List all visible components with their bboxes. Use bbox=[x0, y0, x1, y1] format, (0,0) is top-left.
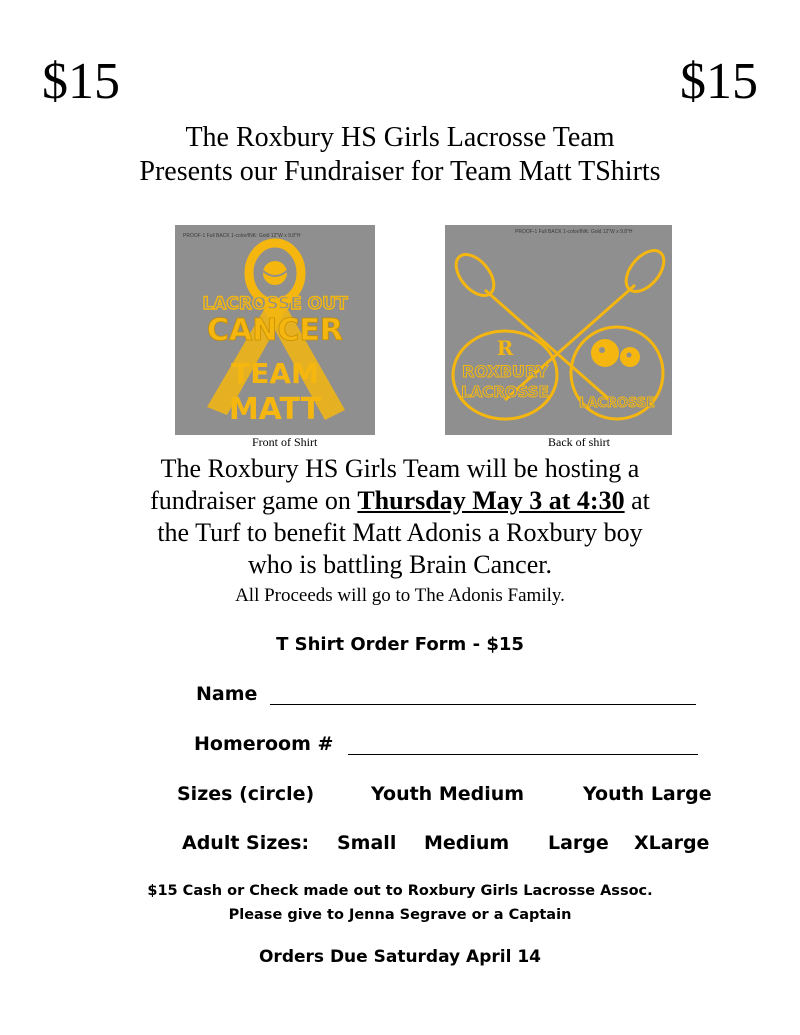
size-option-youth-medium[interactable]: Youth Medium bbox=[371, 783, 525, 805]
front-text-line-2: CANCER bbox=[207, 313, 343, 348]
front-text-line-4: MATT bbox=[228, 392, 322, 427]
mascot-icon bbox=[591, 339, 619, 367]
name-label: Name bbox=[196, 683, 258, 705]
size-option-youth-large[interactable]: Youth Large bbox=[583, 783, 712, 805]
back-letter: R bbox=[496, 336, 514, 360]
title-line-1: The Roxbury HS Girls Lacrosse Team bbox=[185, 122, 615, 153]
announcement-line-4: who is battling Brain Cancer. bbox=[247, 550, 552, 579]
size-option-medium[interactable]: Medium bbox=[424, 832, 510, 854]
back-shirt-graphic bbox=[445, 225, 672, 435]
front-proof-label: PROOF-1 Full BACK 1-color/INK: Gold 12"W x 9.8"H bbox=[183, 233, 301, 239]
price-right: $15 bbox=[680, 53, 758, 110]
payment-line-1: $15 Cash or Check made out to Roxbury Girls Lacrosse Assoc. bbox=[147, 883, 653, 899]
back-shirt-image bbox=[445, 225, 672, 435]
order-form-title: T Shirt Order Form - $15 bbox=[276, 634, 524, 655]
size-option-large[interactable]: Large bbox=[548, 832, 609, 854]
front-shirt-caption: Front of Shirt bbox=[252, 435, 318, 449]
proceeds-note: All Proceeds will go to The Adonis Family. bbox=[235, 585, 565, 606]
announcement-line-2-start: fundraiser game on bbox=[150, 486, 358, 515]
page-title bbox=[0, 121, 800, 189]
back-text-line-1: ROXBURY bbox=[462, 362, 548, 381]
adult-sizes-label: Adult Sizes: bbox=[182, 832, 310, 854]
back-shirt-caption: Back of shirt bbox=[548, 435, 610, 449]
front-text-line-1: LACROSSE OUT bbox=[202, 294, 348, 314]
announcement bbox=[0, 453, 800, 581]
payment-line-2: Please give to Jenna Segrave or a Captain bbox=[228, 907, 572, 923]
announcement-line-2-end: at bbox=[624, 486, 650, 515]
back-text-line-3: LACROSSE bbox=[579, 396, 655, 411]
front-text-line-3: TEAM bbox=[231, 357, 319, 390]
front-shirt-image bbox=[175, 225, 375, 435]
sizes-label: Sizes (circle) bbox=[177, 783, 315, 805]
orders-due: Orders Due Saturday April 14 bbox=[258, 947, 541, 967]
size-option-small[interactable]: Small bbox=[337, 832, 397, 854]
name-field[interactable] bbox=[270, 704, 696, 705]
payment-instructions bbox=[0, 879, 800, 927]
size-option-xlarge[interactable]: XLarge bbox=[634, 832, 710, 854]
homeroom-field[interactable] bbox=[348, 754, 698, 755]
title-line-2: Presents our Fundraiser for Team Matt TShirts bbox=[139, 156, 661, 187]
back-proof-label: PROOF-1 Full BACK 1-color/INK: Gold 12"W x 9.8"H bbox=[515, 229, 633, 235]
homeroom-label: Homeroom # bbox=[194, 733, 334, 755]
announcement-line-3: the Turf to benefit Matt Adonis a Roxbury boy bbox=[157, 518, 643, 547]
announcement-line-2 bbox=[0, 485, 800, 517]
announcement-line-1: The Roxbury HS Girls Team will be hosting a bbox=[160, 454, 640, 483]
front-shirt-graphic bbox=[175, 225, 375, 435]
back-text-line-2: LACROSSE bbox=[461, 383, 549, 401]
event-date: Thursday May 3 at 4:30 bbox=[357, 486, 625, 515]
price-left: $15 bbox=[42, 53, 120, 110]
